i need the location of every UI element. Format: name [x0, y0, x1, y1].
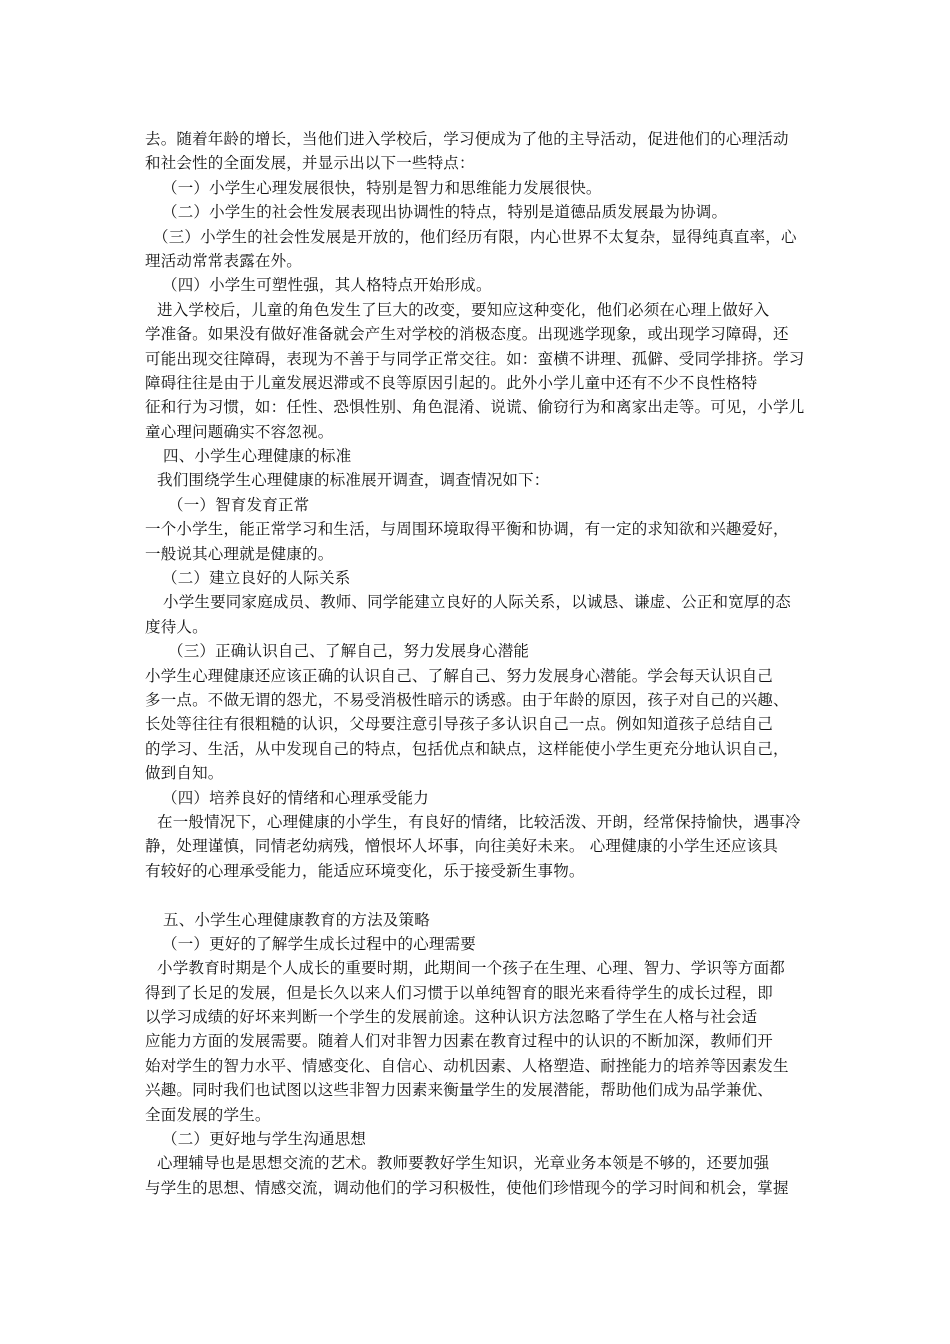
subsection-heading: （二）更好地与学生沟通思想 [162, 1130, 367, 1149]
text-line: （一）小学生心理发展很快，特别是智力和思维能力发展很快。 [162, 178, 602, 197]
text-line: 全面发展的学生。 [145, 1105, 271, 1124]
text-line: 征和行为习惯，如：任性、恐惧性别、角色混淆、说谎、偷窃行为和离家出走等。可见，小学儿 [145, 398, 805, 417]
text-line: （四）小学生可塑性强，其人格特点开始形成。 [162, 276, 492, 295]
text-line: 静，处理谨慎，同情老幼病残，憎恨坏人坏事，向往美好未来。 心理健康的小学生还应该具 [145, 837, 779, 856]
text-line: 障碍往往是由于儿童发展迟滞或不良等原因引起的。此外小学儿童中还有不少不良性格特 [145, 373, 758, 392]
subsection-heading: （三）正确认识自己、了解自己，努力发展身心潜能 [168, 642, 530, 661]
text-line: 学准备。如果没有做好准备就会产生对学校的消极态度。出现逃学现象，或出现学习障碍，还 [145, 325, 789, 344]
text-line: 我们围绕学生心理健康的标准展开调查，调查情况如下： [157, 471, 550, 490]
text-line: 有较好的心理承受能力，能适应环境变化，乐于接受新生事物。 [145, 861, 585, 880]
text-line: 兴趣。同时我们也试图以这些非智力因素来衡量学生的发展潜能，帮助他们成为品学兼优、 [145, 1081, 774, 1100]
subsection-heading: （二）建立良好的人际关系 [162, 569, 351, 588]
text-line: 在一般情况下，心理健康的小学生，有良好的情绪，比较活泼、开朗，经常保持愉快，遇事冷 [157, 812, 801, 831]
text-line: 以学习成绩的好坏来判断一个学生的发展前途。这种认识方法忽略了学生在人格与社会适 [145, 1008, 758, 1027]
text-line: 和社会性的全面发展，并显示出以下一些特点： [145, 154, 475, 173]
text-line: 进入学校后，儿童的角色发生了巨大的改变，要知应这种变化，他们必须在心理上做好入 [157, 300, 770, 319]
text-line: 应能力方面的发展需要。随着人们对非智力因素在教育过程中的认识的不断加深，教师们开 [145, 1032, 774, 1051]
text-line: 小学生要同家庭成员、教师、同学能建立良好的人际关系，以诚恳、谦虚、公正和宽厚的态 [163, 593, 792, 612]
text-line: 童心理问题确实不容忽视。 [145, 422, 334, 441]
text-line: 度待人。 [145, 617, 208, 636]
text-line: 一个小学生，能正常学习和生活，与周围环境取得平衡和协调，有一定的求知欲和兴趣爱好， [145, 520, 789, 539]
text-line: 长处等往往有很粗糙的认识，父母要注意引导孩子多认识自己一点。例如知道孩子总结自己 [145, 715, 774, 734]
text-line: （三）小学生的社会性发展是开放的，他们经历有限，内心世界不太复杂，显得纯真直率，心 [153, 227, 797, 246]
subsection-heading: （四）培养良好的情绪和心理承受能力 [162, 788, 429, 807]
text-line: 可能出现交往障碍，表现为不善于与同学正常交往。如：蛮横不讲理、孤僻、受同学排挤。学习 [145, 349, 805, 368]
subsection-heading: （一）智育发育正常 [168, 495, 310, 514]
text-line: （二）小学生的社会性发展表现出协调性的特点，特别是道德品质发展最为协调。 [162, 203, 728, 222]
text-line: 理活动常常表露在外。 [145, 251, 303, 270]
text-line: 小学生心理健康还应该正确的认识自己、了解自己、努力发展身心潜能。学会每天认识自己 [145, 666, 774, 685]
text-line: 的学习、生活，从中发现自己的特点，包括优点和缺点，这样能使小学生更充分地认识自己， [145, 739, 789, 758]
text-line: 始对学生的智力水平、情感变化、自信心、动机因素、人格塑造、耐挫能力的培养等因素发生 [145, 1056, 789, 1075]
subsection-heading: （一）更好的了解学生成长过程中的心理需要 [162, 934, 477, 953]
text-line: 与学生的思想、情感交流，调动他们的学习积极性，使他们珍惜现今的学习时间和机会，掌握 [145, 1178, 789, 1197]
text-line: 做到自知。 [145, 764, 224, 783]
text-line: 一般说其心理就是健康的。 [145, 544, 334, 563]
text-line: 去。随着年龄的增长，当他们进入学校后，学习便成为了他的主导活动，促进他们的心理活动 [145, 130, 789, 148]
text-line: 小学教育时期是个人成长的重要时期，此期间一个孩子在生理、心理、智力、学识等方面都 [157, 959, 786, 978]
section-heading: 五、小学生心理健康教育的方法及策略 [163, 910, 430, 929]
text-line: 多一点。不做无谓的怨尤，不易受消极性暗示的诱惑。由于年龄的原因，孩子对自己的兴趣、 [145, 690, 789, 709]
text-line: 心理辅导也是思想交流的艺术。教师要教好学生知识，光章业务本领是不够的，还要加强 [157, 1154, 770, 1173]
section-heading: 四、小学生心理健康的标准 [163, 447, 352, 466]
text-line: 得到了长足的发展，但是长久以来人们习惯于以单纯智育的眼光来看待学生的成长过程，即 [145, 983, 774, 1002]
blank-line [145, 883, 810, 907]
